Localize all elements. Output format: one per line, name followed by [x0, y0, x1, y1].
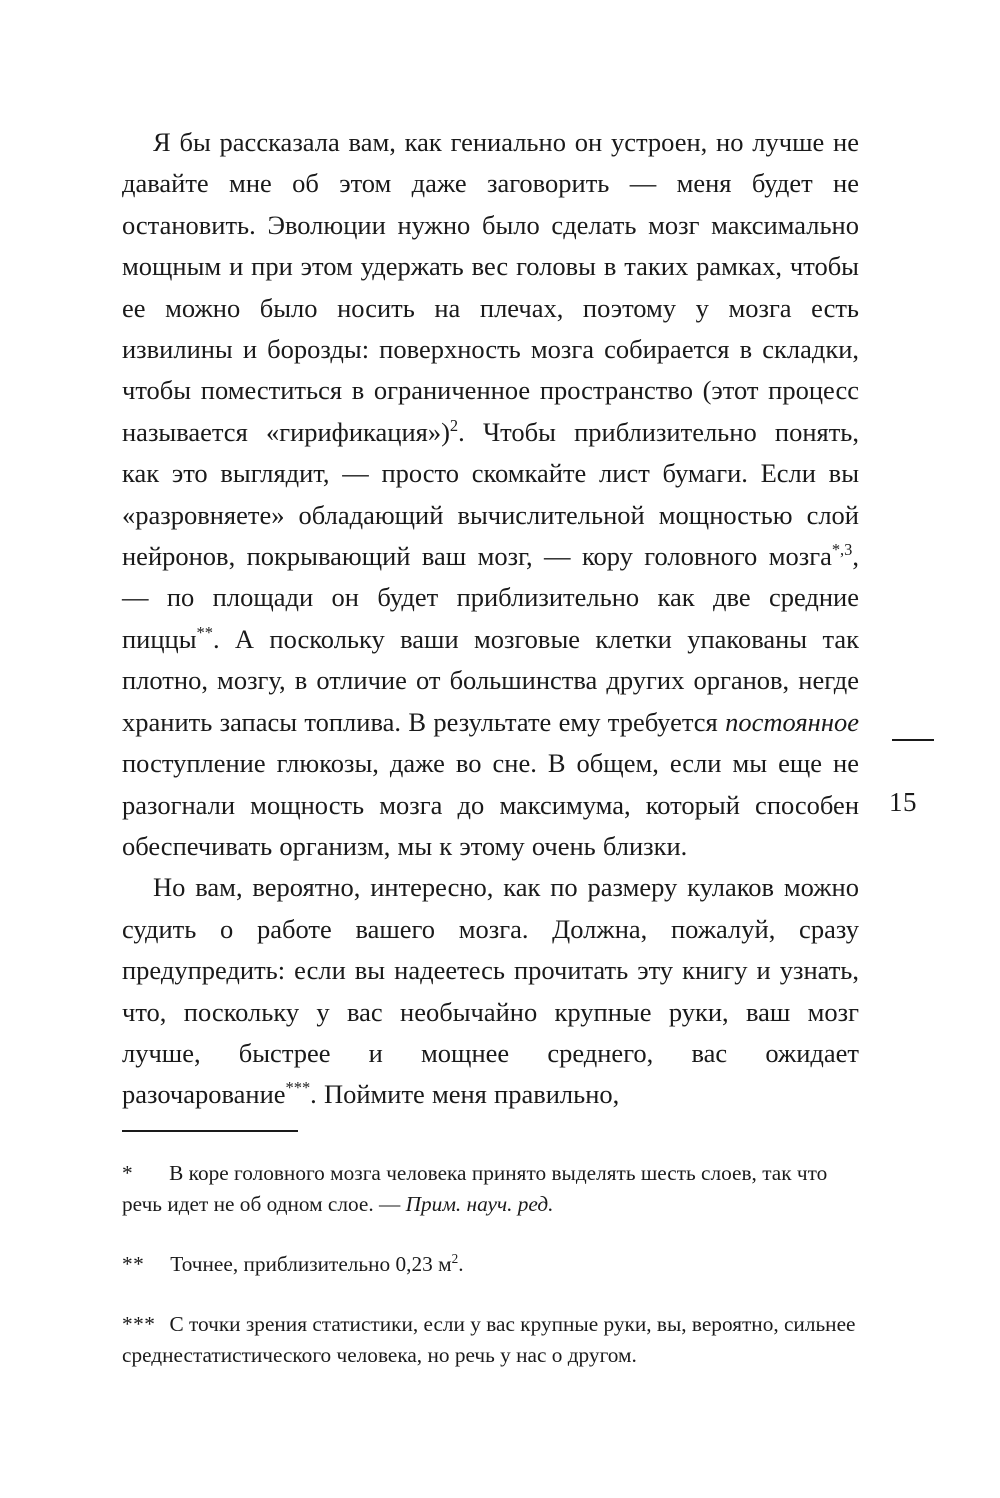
italic-run: постоянное	[725, 706, 859, 737]
page-number: 15	[889, 787, 917, 817]
footnote-asterisk	[122, 1158, 859, 1220]
paragraph-brain-design: Я бы рассказала вам, как гениально он устроен, но лучше не давайте мне об этом даже заговорить — меня будет не остановить. Эволюции нужно было сделать мозг максимально мощным и при этом удержать вес головы в таких рамках, чтобы ее можно было носить на плечах, поэтому у мозга есть извилины и борозды: поверхность мозга собирается в складки, чтобы поместиться в ограниченное пространство (этот процесс называется «гирификация»)$^2$. Чтобы приблизительно понять, как это выглядит, — просто скомкайте лист бумаги. Если вы «разровняете» обладающий вычислительной мощностью слой нейронов, покрывающий ваш мозг, — кору головного мозга$^{*,3}$, — по площади он будет приблизительно как две средние пиццы**. А поскольку ваши мозговые клетки упакованы так плотно, мозгу, в отличие от большинства других органов, негде хранить запасы топлива. В результате ему требуется постоянное поступление глюкозы, даже во сне. В общем, если мы еще не разогнали мощность мозга до максимума, который способен обеспечивать организм, мы к этому очень близки.	[122, 127, 859, 861]
footnote-double-asterisk	[122, 1249, 859, 1280]
footnote-text-asterisk: В коре головного мозга человека принято выделять шесть слоев, так что речь идет не об одном слое. — Прим. науч. ред.	[122, 1161, 828, 1216]
footnote-reference: ***	[285, 1078, 311, 1098]
footnote-area	[122, 1130, 859, 1371]
body-text-column	[122, 122, 859, 1116]
footnote-text-double-asterisk: Точнее, приблизительно 0,23 $м^2$.	[170, 1250, 464, 1276]
footnote-reference: 2	[449, 416, 459, 436]
footnote-reference: 2	[451, 1250, 459, 1266]
footnote-triple-asterisk	[122, 1309, 859, 1371]
footnote-marker-double-asterisk: **	[122, 1252, 145, 1276]
footnote-text-triple-asterisk: С точки зрения статистики, если у вас крупные руки, вы, вероятно, сильнее среднестатистического человека, но речь у нас о другом.	[122, 1312, 856, 1367]
footnote-reference: **	[196, 623, 213, 643]
paragraph-fist-size: Но вам, вероятно, интересно, как по размеру кулаков можно судить о работе вашего мозга. Должна, пожалуй, сразу предупредить: если вы надеетесь прочитать эту книгу и узнать, что, поскольку у вас необычайно крупные руки, ваш мозг лучше, быстрее и мощнее среднего, вас ожидает разочарование***. Поймите меня правильно,	[122, 872, 859, 1110]
italic-run: Прим. науч. ред.	[405, 1192, 554, 1216]
footnote-reference: *,3	[831, 540, 853, 560]
footnote-marker-asterisk: *	[122, 1161, 134, 1185]
folio-block	[889, 739, 959, 816]
folio-rule	[892, 739, 934, 741]
footnote-marker-triple-asterisk: ***	[122, 1312, 156, 1336]
footnote-separator-rule	[122, 1130, 298, 1132]
